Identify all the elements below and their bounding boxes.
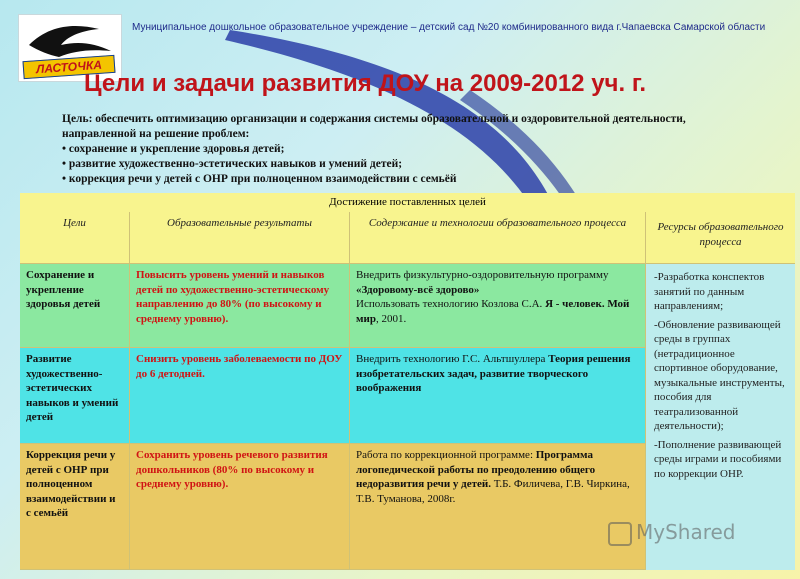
goal-item: • коррекция речи у детей с ОНР при полноценном взаимодействии с семьёй	[62, 173, 457, 185]
content-cell	[350, 264, 646, 348]
watermark-text: MyShared	[636, 520, 736, 544]
content-text: Работа по коррекционной программе:	[356, 449, 536, 461]
page-title: Цели и задачи развития ДОУ на 2009-2012 уч. г.	[84, 70, 647, 97]
organization-name: Муниципальное дошкольное образовательное учреждение – детский сад №20 комбинированного вида г.Чапаевска Самарской области	[132, 22, 766, 33]
goal-block	[62, 112, 702, 187]
goals-table	[20, 193, 795, 570]
goal-item: • развитие художественно-эстетических навыков и умений детей;	[62, 158, 403, 170]
header-goals: Цели	[20, 212, 130, 264]
chart-icon	[608, 522, 632, 546]
result-cell: Снизить уровень заболеваемости по ДОУ до 6 детодней.	[130, 348, 350, 444]
content-cell	[350, 444, 646, 570]
content-text: Внедрить технологию Г.С. Альтшуллера	[356, 353, 549, 365]
table-caption: Достижение поставленных целей	[20, 193, 795, 213]
watermark	[608, 520, 736, 546]
goal-cell: Развитие художественно-эстетических навыков и умений детей	[20, 348, 130, 444]
table-header-row	[20, 212, 795, 264]
content-text: Т.Б. Филичева, Г.В. Чиркина, Т.В. Туманова, 2008г.	[356, 478, 630, 505]
content-text: Внедрить физкультурно-оздоровительную программу	[356, 269, 609, 281]
goal-cell: Коррекция речи у детей с ОНР при полноценном взаимодействии и с семьёй	[20, 444, 130, 570]
header-content: Содержание и технологии образовательного процесса	[350, 212, 646, 264]
header-results: Образовательные результаты	[130, 212, 350, 264]
technology-name: Теория решения изобретательских задач, развитие творческого воображения	[356, 353, 631, 394]
logo-text: ЛАСТОЧКА	[22, 55, 115, 79]
result-cell: Повысить уровень умений и навыков детей по художественно-эстетическому направлению до 80% (по высокому и среднему уровню).	[130, 264, 350, 348]
goal-cell: Сохранение и укрепление здоровья детей	[20, 264, 130, 348]
result-cell: Сохранить уровень речевого развития дошкольников (80% по высокому и среднему уровню).	[130, 444, 350, 570]
content-text: Использовать технологию Козлова С.А.	[356, 298, 546, 310]
goal-item: • сохранение и укрепление здоровья детей;	[62, 143, 285, 155]
resource-item: -Обновление развивающей среды в группах (нетрадиционное спортивное оборудование, музыкальные инструменты, пособия для театрализованной деятельности);	[654, 318, 785, 432]
technology-name: Я - человек. Мой мир	[356, 298, 630, 325]
goal-statement: Цель: обеспечить оптимизацию организации и содержания системы образовательной и оздоровительной деятельности, направленной на решение проблем:	[62, 113, 686, 140]
resource-item: -Разработка конспектов занятий по данным направлениям;	[654, 271, 765, 312]
resource-item: -Пополнение развивающей среды играми и пособиями по коррекции ОНР.	[654, 438, 782, 480]
content-cell	[350, 348, 646, 444]
header-resources: Ресурсы образовательного процесса	[646, 212, 795, 264]
program-name: Программа логопедической работы по преодолению общего недоразвития речи у детей.	[356, 449, 596, 490]
program-name: «Здоровому-всё здорово»	[356, 283, 480, 296]
content-text: , 2001.	[375, 312, 407, 325]
